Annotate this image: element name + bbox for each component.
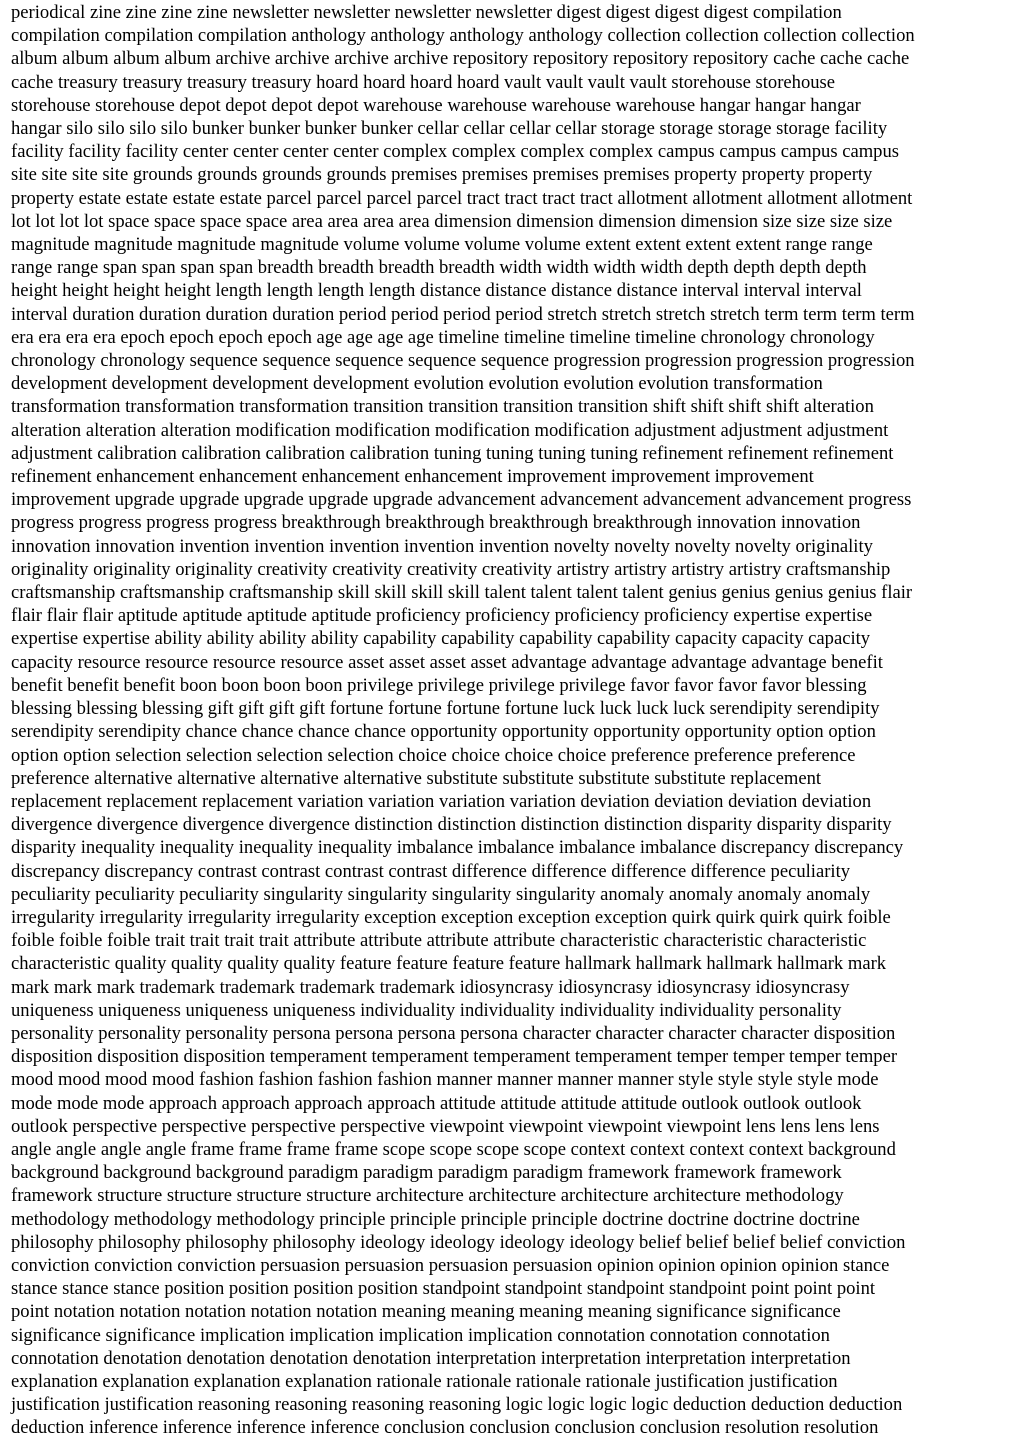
text-line: facility facility facility center center center center complex complex complex complex campus campus campus campus — [11, 141, 899, 163]
text-line: angle angle angle angle frame frame frame frame scope scope scope scope context context context context background — [11, 1138, 896, 1160]
text-line: foible foible foible trait trait trait trait attribute attribute attribute attribute characteristic characteristic characteristic — [11, 930, 867, 952]
text-line: development development development development evolution evolution evolution evolution transformation — [11, 373, 823, 395]
text-line: improvement upgrade upgrade upgrade upgrade upgrade advancement advancement advancement advancement progress — [11, 489, 912, 511]
text-line: expertise expertise ability ability ability ability capability capability capability capability capacity capacity capacity — [11, 628, 871, 650]
text-line: flair flair flair aptitude aptitude aptitude aptitude proficiency proficiency proficiency proficiency expertise expertise — [11, 605, 873, 627]
text-line: mode mode mode approach approach approach approach attitude attitude attitude attitude outlook outlook outlook — [11, 1092, 862, 1114]
text-line: hangar silo silo silo silo bunker bunker bunker bunker cellar cellar cellar cellar storage storage storage storage facility — [11, 118, 888, 140]
text-line: philosophy philosophy philosophy philosophy ideology ideology ideology ideology belief belief belief belief conviction — [11, 1231, 906, 1253]
text-line: lot lot lot lot space space space space area area area area dimension dimension dimension dimension size size size size — [11, 210, 893, 232]
text-line: background background background paradigm paradigm paradigm paradigm framework framework framework — [11, 1162, 842, 1184]
text-line: album album album album archive archive archive archive repository repository repository repository cache cache cache — [11, 48, 910, 70]
text-line: irregularity irregularity irregularity irregularity exception exception exception exception quirk quirk quirk quirk foible — [11, 906, 891, 928]
text-line: interval duration duration duration duration period period period period stretch stretch stretch stretch term term term term — [11, 303, 915, 325]
text-line: divergence divergence divergence divergence distinction distinction distinction distinction disparity disparity disparity — [11, 814, 892, 836]
text-line: chronology chronology sequence sequence sequence sequence sequence progression progression progression progression — [11, 350, 915, 372]
text-line: transformation transformation transformation transition transition transition transition shift shift shift shift alteration — [11, 396, 874, 418]
text-line: magnitude magnitude magnitude magnitude volume volume volume volume extent extent extent extent range range — [11, 234, 873, 256]
text-line: progress progress progress progress breakthrough breakthrough breakthrough breakthrough innovation innovation — [11, 512, 861, 534]
text-line: benefit benefit benefit boon boon boon boon privilege privilege privilege privilege favor favor favor favor blessing — [11, 674, 867, 696]
text-line: deduction inference inference inference inference conclusion conclusion conclusion conclusion resolution resolution — [11, 1417, 879, 1439]
text-line: adjustment calibration calibration calibration calibration tuning tuning tuning tuning refinement refinement refinement — [11, 442, 894, 464]
text-line: disposition disposition disposition temperament temperament temperament temperament temper temper temper temper — [11, 1046, 898, 1068]
text-line: significance significance implication implication implication implication connotation connotation connotation — [11, 1324, 830, 1346]
text-line: preference alternative alternative alternative alternative substitute substitute substitute substitute replacement — [11, 767, 822, 789]
text-line: range range span span span span breadth breadth breadth breadth width width width width depth depth depth depth — [11, 257, 867, 279]
text-line: mood mood mood mood fashion fashion fashion fashion manner manner manner manner style style style style mode — [11, 1069, 879, 1091]
text-line: cache treasury treasury treasury treasury hoard hoard hoard hoard vault vault vault vault storehouse storehouse — [11, 71, 836, 93]
text-line: explanation explanation explanation explanation rationale rationale rationale rationale justification justification — [11, 1370, 838, 1392]
text-line: serendipity serendipity chance chance chance chance opportunity opportunity opportunity opportunity option option — [11, 721, 876, 743]
text-line: peculiarity peculiarity peculiarity singularity singularity singularity singularity anomaly anomaly anomaly anomaly — [11, 883, 871, 905]
text-line: justification justification reasoning reasoning reasoning reasoning logic logic logic logic deduction deduction deduction — [11, 1394, 903, 1416]
text-line: outlook perspective perspective perspective perspective viewpoint viewpoint viewpoint viewpoint lens lens lens lens — [11, 1115, 880, 1137]
text-line: replacement replacement replacement variation variation variation variation deviation deviation deviation deviation — [11, 790, 872, 812]
text-line: storehouse storehouse depot depot depot depot warehouse warehouse warehouse warehouse hangar hangar hangar — [11, 94, 861, 116]
text-line: mark mark mark trademark trademark trademark trademark idiosyncrasy idiosyncrasy idiosyncrasy idiosyncrasy — [11, 976, 850, 998]
text-line: era era era era epoch epoch epoch epoch age age age age timeline timeline timeline timeline chronology chronology — [11, 326, 875, 348]
text-line: blessing blessing blessing gift gift gift gift fortune fortune fortune fortune luck luck luck luck serendipity serendipity — [11, 698, 880, 720]
text-line: personality personality personality persona persona persona persona character character character character disposition — [11, 1022, 896, 1044]
text-line: compilation compilation compilation anthology anthology anthology anthology collection collection collection collection — [11, 25, 915, 47]
text-line: property estate estate estate estate parcel parcel parcel parcel tract tract tract tract allotment allotment allotment allotment — [11, 187, 913, 209]
text-line: discrepancy discrepancy contrast contrast contrast contrast difference difference difference difference peculiarity — [11, 860, 851, 882]
text-line: methodology methodology methodology principle principle principle principle doctrine doctrine doctrine doctrine — [11, 1208, 860, 1230]
text-line: alteration alteration alteration modification modification modification modification adjustment adjustment adjustment — [11, 419, 889, 441]
text-line: uniqueness uniqueness uniqueness uniqueness individuality individuality individuality individuality personality — [11, 999, 842, 1021]
text-line: refinement enhancement enhancement enhancement enhancement improvement improvement improvement — [11, 466, 814, 488]
text-line: connotation denotation denotation denotation denotation interpretation interpretation interpretation interpretation — [11, 1347, 851, 1369]
text-line: characteristic quality quality quality quality feature feature feature feature hallmark hallmark hallmark hallmark mark — [11, 953, 887, 975]
text-line: option option selection selection selection selection choice choice choice choice preference preference preference — [11, 744, 856, 766]
text-line: capacity resource resource resource resource asset asset asset asset advantage advantage advantage advantage benefit — [11, 651, 883, 673]
text-line: point notation notation notation notation notation meaning meaning meaning meaning significance significance — [11, 1301, 841, 1323]
text-line: framework structure structure structure structure architecture architecture architecture architecture methodology — [11, 1185, 844, 1207]
text-line: disparity inequality inequality inequality inequality imbalance imbalance imbalance imbalance discrepancy discrepancy — [11, 837, 904, 859]
text-line: periodical zine zine zine zine newsletter newsletter newsletter newsletter digest digest digest digest compilation — [11, 2, 842, 23]
text-line: site site site site grounds grounds grounds grounds premises premises premises premises property property property — [11, 164, 873, 186]
text-line: originality originality originality creativity creativity creativity creativity artistry artistry artistry artistry craftsmanship — [11, 558, 891, 580]
text-line: stance stance stance position position position position standpoint standpoint standpoint standpoint point point point — [11, 1278, 876, 1300]
text-line: innovation innovation invention invention invention invention invention novelty novelty novelty novelty originality — [11, 535, 873, 557]
text-line: conviction conviction conviction persuasion persuasion persuasion persuasion opinion opinion opinion opinion stance — [11, 1254, 890, 1276]
text-line: craftsmanship craftsmanship craftsmanship skill skill skill skill talent talent talent talent genius genius genius genius flair — [11, 582, 913, 604]
text-line: height height height height length length length length distance distance distance distance interval interval interval — [11, 280, 862, 302]
